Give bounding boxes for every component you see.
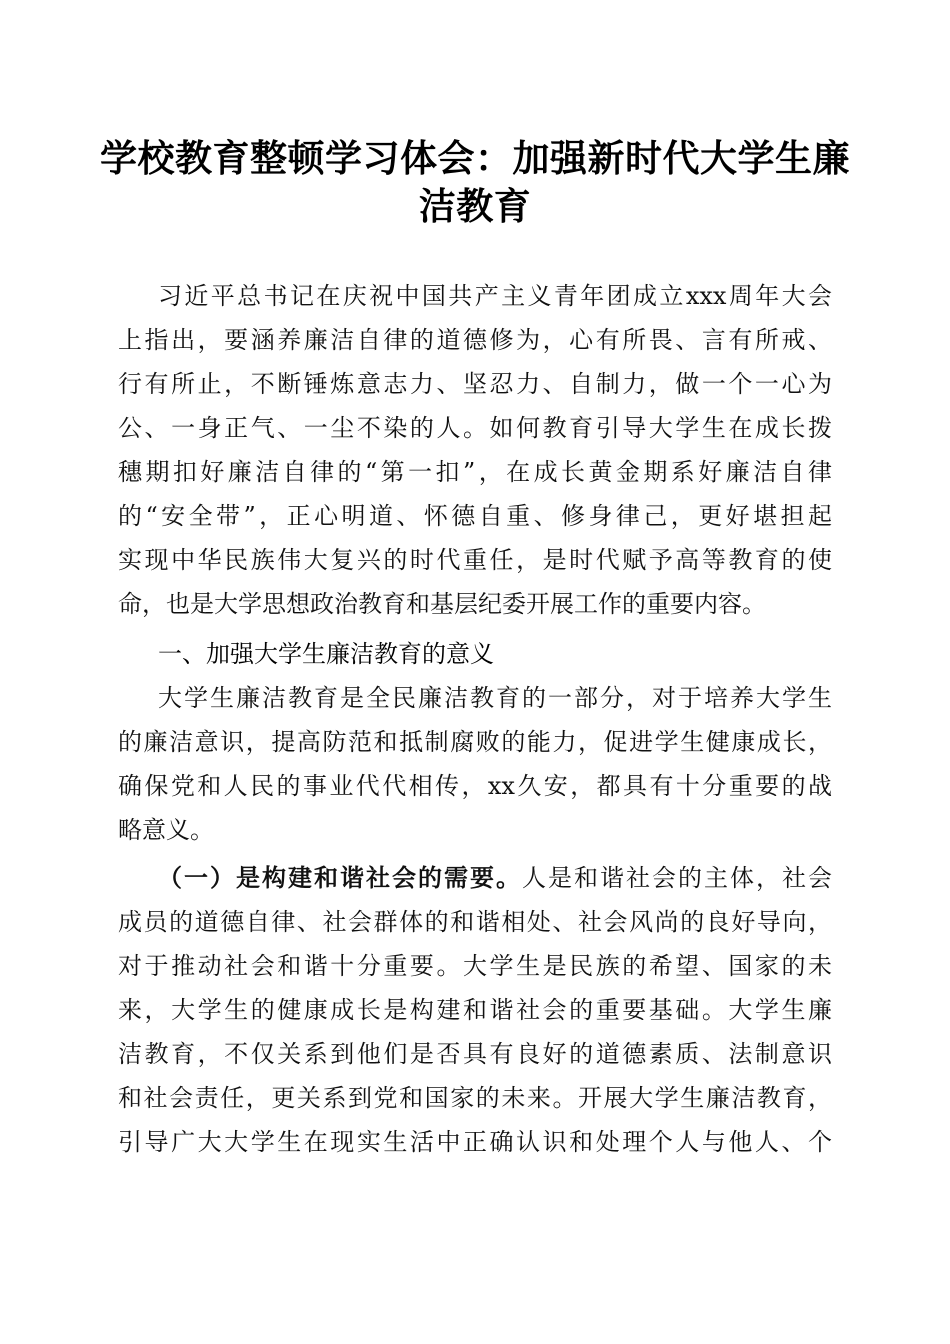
section-heading-1: 一、加强大学生廉洁教育的意义 <box>158 640 494 668</box>
paragraph-1-line: 习近平总书记在庆祝中国共产主义青年团成立xxx周年大会 <box>158 282 832 310</box>
paragraph-1-line: 的“安全带”，正心明道、怀德自重、修身律己，更好堪担起 <box>118 502 832 530</box>
paragraph-3-lead: （一）是构建和谐社会的需要。 <box>158 863 522 892</box>
document-title-line-2: 洁教育 <box>418 184 532 228</box>
paragraph-3-line: 洁教育，不仅关系到他们是否具有良好的道德素质、法制意识 <box>118 1040 832 1068</box>
paragraph-3-line: 成员的道德自律、社会群体的和谐相处、社会风尚的良好导向， <box>118 908 832 936</box>
paragraph-1-line: 行有所止，不断锤炼意志力、坚忍力、自制力，做一个一心为 <box>118 370 832 398</box>
paragraph-3-first-rest: 人是和谐社会的主体，社会 <box>522 864 832 892</box>
paragraph-3-first-line <box>158 856 832 900</box>
document-title-line-1: 学校教育整顿学习体会：加强新时代大学生廉 <box>100 136 850 180</box>
paragraph-3-line: 引导广大大学生在现实生活中正确认识和处理个人与他人、个 <box>118 1128 832 1156</box>
paragraph-3-line: 和社会责任，更关系到党和国家的未来。开展大学生廉洁教育， <box>118 1084 832 1112</box>
paragraph-2-line: 大学生廉洁教育是全民廉洁教育的一部分，对于培养大学生 <box>158 684 832 712</box>
paragraph-1-line: 穗期扣好廉洁自律的“第一扣”，在成长黄金期系好廉洁自律 <box>118 458 832 486</box>
paragraph-2-line: 略意义。 <box>118 816 214 844</box>
paragraph-1-line: 命，也是大学思想政治教育和基层纪委开展工作的重要内容。 <box>118 590 766 618</box>
paragraph-2-line: 确保党和人民的事业代代相传，xx久安，都具有十分重要的战 <box>118 772 832 800</box>
paragraph-1-line: 实现中华民族伟大复兴的时代重任，是时代赋予高等教育的使 <box>118 546 832 574</box>
paragraph-3-line: 来，大学生的健康成长是构建和谐社会的重要基础。大学生廉 <box>118 996 832 1024</box>
paragraph-2-line: 的廉洁意识，提高防范和抵制腐败的能力，促进学生健康成长， <box>118 728 832 756</box>
paragraph-1-line: 公、一身正气、一尘不染的人。如何教育引导大学生在成长拨 <box>118 414 832 442</box>
paragraph-1-line: 上指出，要涵养廉洁自律的道德修为，心有所畏、言有所戒、 <box>118 326 832 354</box>
paragraph-3-line: 对于推动社会和谐十分重要。大学生是民族的希望、国家的未 <box>118 952 832 980</box>
